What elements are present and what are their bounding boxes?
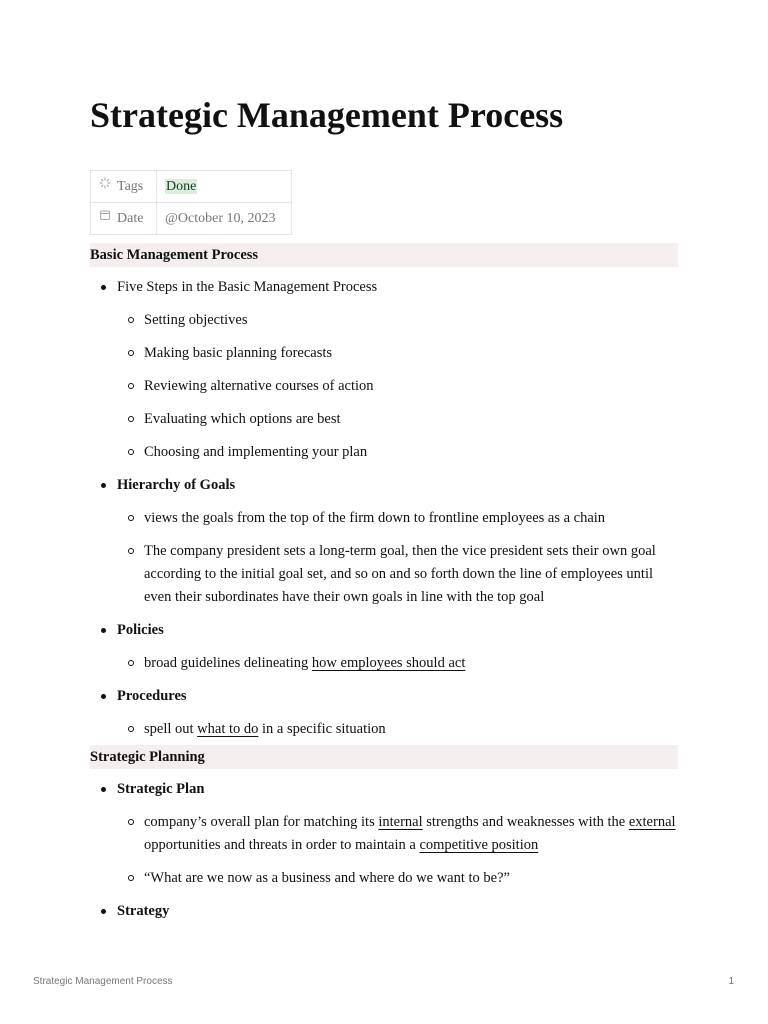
section-heading-basic-management: Basic Management Process (90, 243, 678, 267)
properties-table (90, 170, 292, 235)
sub-list (117, 811, 678, 890)
sub-list-item: Setting objectives (117, 309, 678, 332)
property-key-tags (91, 171, 157, 203)
property-row-date (91, 203, 292, 235)
sub-list-item: Evaluating which options are best (117, 408, 678, 431)
list-item (90, 685, 678, 741)
page-title: Strategic Management Process (90, 95, 564, 135)
sub-list-item (117, 718, 678, 741)
footer-document-name: Strategic Management Process (33, 976, 173, 987)
sub-list-text: spell out (144, 721, 198, 737)
footer-page-number: 1 (728, 976, 734, 987)
list-item (90, 619, 678, 675)
sub-list-text: company’s overall plan for matching its (144, 814, 379, 830)
sub-list-item: views the goals from the top of the firm down to frontline employees as a chain (117, 507, 678, 530)
sub-list-item: Making basic planning forecasts (117, 342, 678, 365)
sub-list (117, 507, 678, 609)
strategic-planning-list (90, 778, 678, 933)
list-item (90, 276, 678, 464)
list-item-label: Strategy (117, 903, 170, 919)
sub-list-item: The company president sets a long-term goal, then the vice president sets their own goal according to the initial goal set, and so on and so forth down the line of employees until even their subordinates have their own goals in line with the top goal (117, 540, 678, 609)
list-item-label: Five Steps in the Basic Management Process (117, 279, 378, 295)
list-item (90, 778, 678, 890)
sub-list-item: “What are we now as a business and where do we want to be?” (117, 867, 678, 890)
basic-management-list (90, 276, 678, 751)
property-row-tags (91, 171, 292, 203)
sub-list (117, 718, 678, 741)
underlined-text: internal (378, 814, 423, 830)
list-item-label: Procedures (117, 688, 187, 704)
sub-list (117, 652, 678, 675)
property-value-tags[interactable] (157, 171, 292, 203)
sub-list-item: Choosing and implementing your plan (117, 441, 678, 464)
property-label-date: Date (117, 210, 144, 226)
sub-list-item (117, 652, 678, 675)
list-item-label: Hierarchy of Goals (117, 477, 236, 493)
list-item-label: Strategic Plan (117, 781, 205, 797)
sub-list-item: Reviewing alternative courses of action (117, 375, 678, 398)
sub-list-text: in a specific situation (258, 721, 386, 737)
list-item-label: Policies (117, 622, 164, 638)
property-key-date (91, 203, 157, 235)
sub-list-item (117, 811, 678, 857)
sub-list (117, 309, 678, 464)
list-item (90, 474, 678, 609)
underlined-text: competitive position (419, 837, 539, 853)
underlined-text: how employees should act (311, 655, 466, 671)
sub-list-text: strengths and weaknesses with the (422, 814, 629, 830)
calendar-icon (99, 209, 111, 226)
list-item (90, 900, 678, 923)
underlined-text: external (628, 814, 676, 830)
sub-list-text: broad guidelines delineating (144, 655, 312, 671)
section-heading-strategic-planning: Strategic Planning (90, 745, 678, 769)
property-label-tags: Tags (117, 178, 144, 194)
underlined-text: what to do (197, 721, 259, 737)
date-value[interactable]: @October 10, 2023 (165, 210, 276, 226)
sub-list-text: opportunities and threats in order to maintain a (144, 837, 420, 853)
spinner-icon (99, 177, 111, 194)
status-tag[interactable]: Done (166, 178, 197, 194)
property-value-date[interactable] (157, 203, 292, 235)
